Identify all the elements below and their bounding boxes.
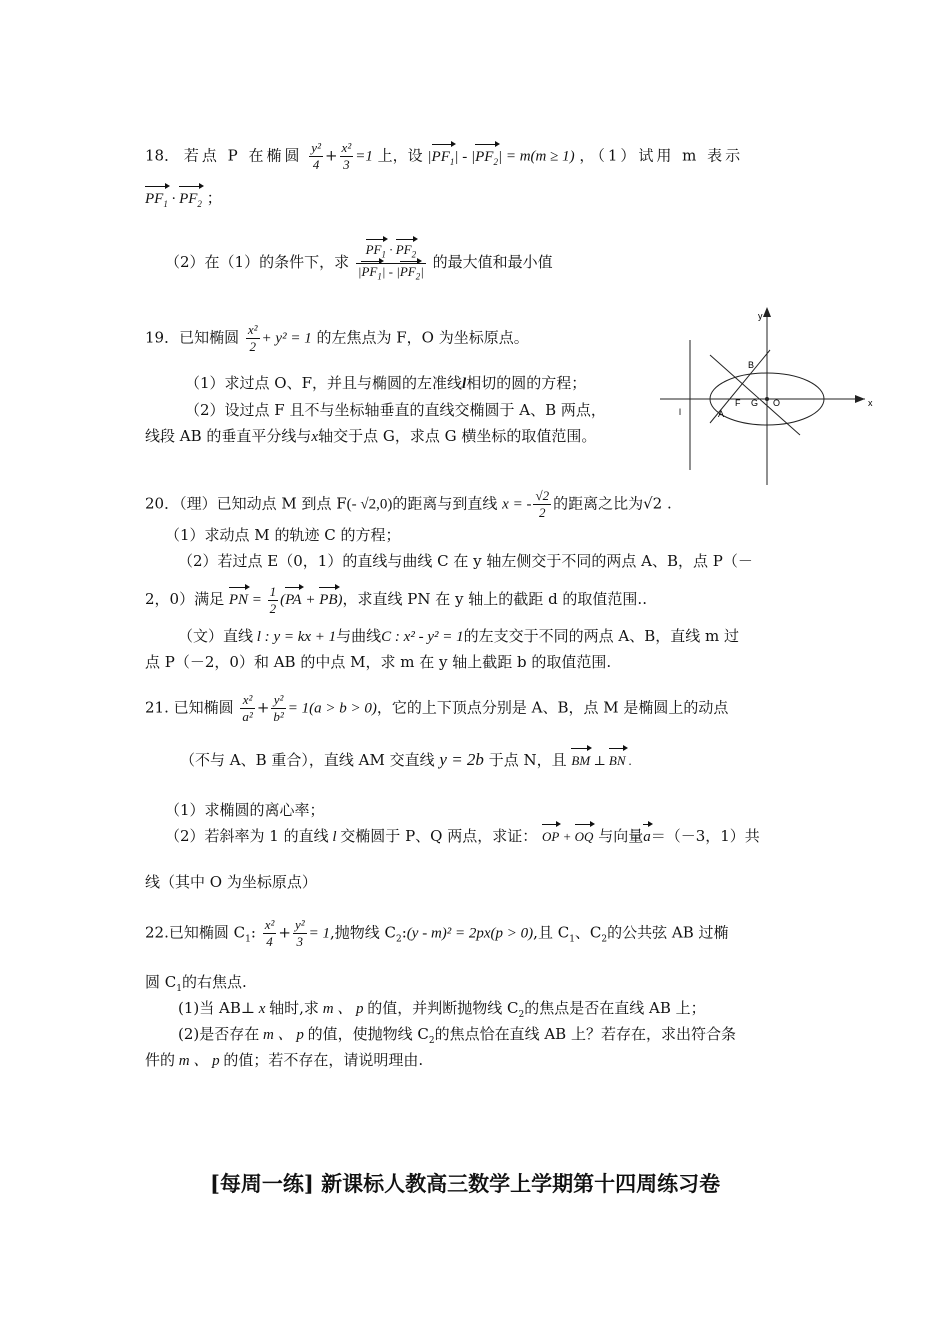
q22-fraction-y: $\frac{\text{y²}}{3}$ — [294, 917, 305, 949]
q22-part1-a: (1)当 AB⊥ — [178, 999, 255, 1017]
q18-ratio-fraction: $\frac{PF_1 \cdot PF_2}{|PF_1| - |PF_2|}$ — [356, 242, 426, 284]
q22-text-i: 的右焦点. — [181, 973, 247, 991]
q22-text-e: ,且 C — [533, 923, 570, 942]
q19-line2 — [185, 373, 586, 394]
q20-text-b: (- √2,0)的距离与到直线 — [346, 496, 498, 513]
q21-perp: BM ⊥ BN . — [571, 753, 632, 768]
q20-line-eq: x = - — [502, 496, 532, 513]
q21-part2-b: 交椭圆于 P、Q 两点，求证： — [340, 827, 538, 845]
label-y: y — [758, 311, 763, 321]
q20-line1 — [145, 488, 672, 521]
q21-condition: = 1(a > b > 0) — [287, 700, 377, 717]
page-title: [每周一练] 新课标人教高三数学上学期第十四周练习卷 — [210, 1171, 721, 1196]
q21-vector-sum: OP + OQ — [542, 829, 593, 844]
q22-text-f: 、C — [574, 923, 602, 942]
q22-line3: (1)当 AB⊥ x 轴时,求 m 、 p 的值，并判断抛物线 $C_2$的焦点是否在直线 AB 上； — [178, 999, 706, 1020]
q20-part1: （1）求动点 M 的轨迹 C 的方程； — [165, 526, 401, 544]
q18-text-a: 若点 P 在椭圆 — [183, 146, 303, 165]
q22-part2-c: 的焦点恰在直线 AB 上？若存在，求出符合条 — [434, 1025, 736, 1043]
q20-part2: （2）若过点 E（0，1）的直线与曲线 C 在 y 轴左侧交于不同的两点 A、B，点 P（－ — [178, 552, 753, 570]
q22-part2-a: (2)是否存在 — [178, 1025, 260, 1043]
q18-dot-product: $PF_1 \cdot PF_2$ — [145, 191, 202, 207]
q22-text-c: ,抛物线 C — [329, 923, 396, 942]
q21-line-y: y = 2b — [439, 750, 484, 769]
q18-part2-a: （2）在（1）的条件下，求 — [165, 253, 350, 272]
q22-colon: : — [250, 923, 256, 942]
label-l: l — [679, 407, 681, 417]
q20-line3 — [178, 551, 753, 571]
q19-fraction: $\frac{\text{x²}}{2}$ — [247, 322, 258, 354]
q19-line3 — [185, 400, 606, 420]
q22-line1: 22.已知椭圆 $C_1$: $\frac{\text{x²}}{4}$ + $\frac{\text{y²}}{3}$ = 1,抛物线 $C_2:(y - m)^2 = 2px(p > 0)$,且 $C_1$、$C_2$的公共弦 AB 过椭 — [145, 917, 729, 949]
q21-part2-e: 线（其中 O 为坐标原点） — [145, 873, 317, 891]
q18-part2-b: 的最大值和最小值 — [432, 253, 553, 272]
origin-dot — [765, 397, 769, 401]
q20-wen-e: 的左支交于不同的两点 A、B，直线 m 过 — [463, 627, 739, 645]
q21-line3 — [165, 800, 325, 820]
x-axis-arrow-icon — [855, 395, 865, 403]
q20-line2 — [165, 525, 400, 545]
q18-abs-diff: $|PF_1| - |PF_2|$ — [427, 149, 505, 165]
q21-text-a: 21. 已知椭圆 — [145, 698, 234, 717]
q22-line2: 圆 $C_1$的右焦点. — [145, 973, 247, 994]
q22-part2-d: 件的 — [145, 1051, 176, 1069]
q22-text-g: 的公共弦 AB 过椭 — [607, 923, 729, 942]
q22-part1-c: 的值，并判断抛物线 C — [367, 999, 519, 1017]
q22-parabola: (y - m)² = 2px(p > 0) — [406, 925, 534, 942]
q18-text-b: 上，设 — [377, 146, 423, 165]
q20-wen-f: 点 P（－2，0）和 AB 的中点 M，求 m 在 y 轴上截距 b 的取值范围. — [145, 653, 612, 671]
q21-line1: 21. 已知椭圆 $\frac{\text{x²}}{\text{a²}}$ + $\frac{\text{y²}}{\text{b²}}$ = 1(a > b > 0)，它的上下顶点分别是 A、B，点 M 是椭圆上的动点 — [145, 692, 729, 724]
bisector-line — [710, 355, 800, 435]
label-O: O — [773, 398, 781, 408]
label-B: B — [748, 360, 755, 370]
q21-text-d: （不与 A、B 重合），直线 AM 交直线 — [180, 751, 435, 769]
q19-line1: 19．已知椭圆 $\frac{\text{x²}}{2}$ + y² = 1 的左焦点为 F，O 为坐标原点。 — [145, 322, 529, 354]
q21-text-c: ，它的上下顶点分别是 A、B，点 M 是椭圆上的动点 — [376, 698, 729, 717]
ellipse-fraction-y: $\frac{\text{y²}}{4}$ — [311, 140, 321, 172]
q21-fraction-y: $\frac{\text{y²}}{\text{b²}}$ — [273, 692, 284, 724]
q20-vector-eq: PN = $\frac{1}{2}$ (PA + PB) — [228, 584, 343, 616]
q21-line2 — [180, 750, 632, 771]
q19-line4 — [145, 426, 596, 447]
q18-line3 — [165, 242, 553, 284]
q21-part1: （1）求椭圆的离心率； — [165, 801, 325, 819]
q19-text-a: 19．已知椭圆 — [145, 328, 240, 347]
q21-part2-a: （2）若斜率为 1 的直线 — [165, 827, 329, 845]
label-x: x — [868, 398, 873, 408]
label-A: A — [718, 409, 725, 419]
q21-part2-d: ＝（－3，1）共 — [650, 827, 760, 845]
q20-line4 — [145, 584, 647, 617]
q19-l-var: l — [462, 376, 467, 392]
label-G: G — [751, 398, 759, 408]
q18-text-c: ，（1）试用 m 表示 — [579, 146, 744, 165]
q19-part1: （1）求过点 O、F，并且与椭圆的左准线 — [185, 374, 463, 392]
q21-part2-c: 与向量 — [598, 827, 644, 845]
q19-part1-b: 相切的圆的方程； — [466, 374, 587, 392]
ellipse-figure — [655, 305, 885, 490]
q19-x-var: x — [311, 429, 319, 445]
q22-part1-b: 轴时,求 — [269, 999, 319, 1017]
q22-part2-b: 的值，使抛物线 C — [307, 1025, 429, 1043]
q20-wen-c: 与曲线 — [336, 627, 382, 645]
q22-text-h: 圆 C — [145, 973, 177, 991]
q20-fraction: $\frac{√2}{2}$ — [535, 488, 550, 520]
q22-line4: (2)是否存在 m 、 p 的值，使抛物线 $C_2$的焦点恰在直线 AB 上？若存在，求出符合条 — [178, 1025, 736, 1046]
q20-wen-curve: C : x² - y² = 1 — [381, 629, 464, 645]
q19-part2-b: 线段 AB 的垂直平分线与 — [145, 427, 312, 445]
q22-fraction-x: $\frac{\text{x²}}{4}$ — [264, 917, 275, 949]
q20-wen-line: y = kx + 1 — [273, 629, 337, 645]
q19-part2: （2）设过点 F 且不与坐标轴垂直的直线交椭圆于 A、B 两点， — [185, 401, 606, 419]
q20-line5: （文）直线 l : y = kx + 1与曲线C : x² - y² = 1的左支交于不同的两点 A、B，直线 m 过 — [178, 627, 739, 645]
q22-part1-d: 的焦点是否在直线 AB 上； — [524, 999, 706, 1017]
q20-part2-c: ，求直线 PN 在 y 轴上的截距 d 的取值范围.. — [342, 589, 647, 608]
q21-text-e: 于点 N，且 — [488, 751, 567, 769]
q22-line5: 件的 m 、 p 的值；若不存在，请说明理由. — [145, 1051, 424, 1069]
q18-number: 18． — [145, 146, 180, 165]
ellipse-fraction-x: $\frac{\text{x²}}{3}$ — [341, 140, 352, 172]
q22-text-a: 22.已知椭圆 C — [145, 923, 246, 942]
q22-part2-e: 的值；若不存在，请说明理由. — [223, 1051, 424, 1069]
q21-line5 — [145, 872, 317, 892]
label-F: F — [735, 398, 741, 408]
q18-semicolon: ； — [206, 189, 222, 207]
q21-line4: （2）若斜率为 1 的直线 l 交椭圆于 P、Q 两点，求证： OP + OQ 与向量a＝（－3，1）共 — [165, 827, 760, 845]
q20-text-d: 的距离之比为√2 . — [553, 494, 672, 513]
q21-fraction-x: $\frac{\text{x²}}{\text{a²}}$ — [242, 692, 253, 724]
q19-part2-c: 轴交于点 G，求点 G 横坐标的取值范围。 — [318, 427, 597, 445]
q20-line6 — [145, 652, 611, 672]
q20-text-a: 20．（理）已知动点 M 到点 F — [145, 494, 347, 513]
q18-m-condition: = m(m ≥ 1) — [505, 148, 575, 165]
q20-wen-a: （文）直线 — [178, 627, 254, 645]
q18-line1: 18． 若点 P 在椭圆 $\frac{\text{y²}}{4}$ + $\frac{\text{x²}}{3}$ =1 上，设 $|PF_1| - |PF_2| = m(m \ge 1)$ ，（1）试用 m 表示 — [145, 140, 744, 172]
q20-part2-b: 2，0）满足 — [145, 589, 225, 608]
q19-text-b: 的左焦点为 F，O 为坐标原点。 — [316, 328, 529, 347]
y-axis-arrow-icon — [763, 307, 771, 317]
q18-line2 — [145, 188, 222, 214]
